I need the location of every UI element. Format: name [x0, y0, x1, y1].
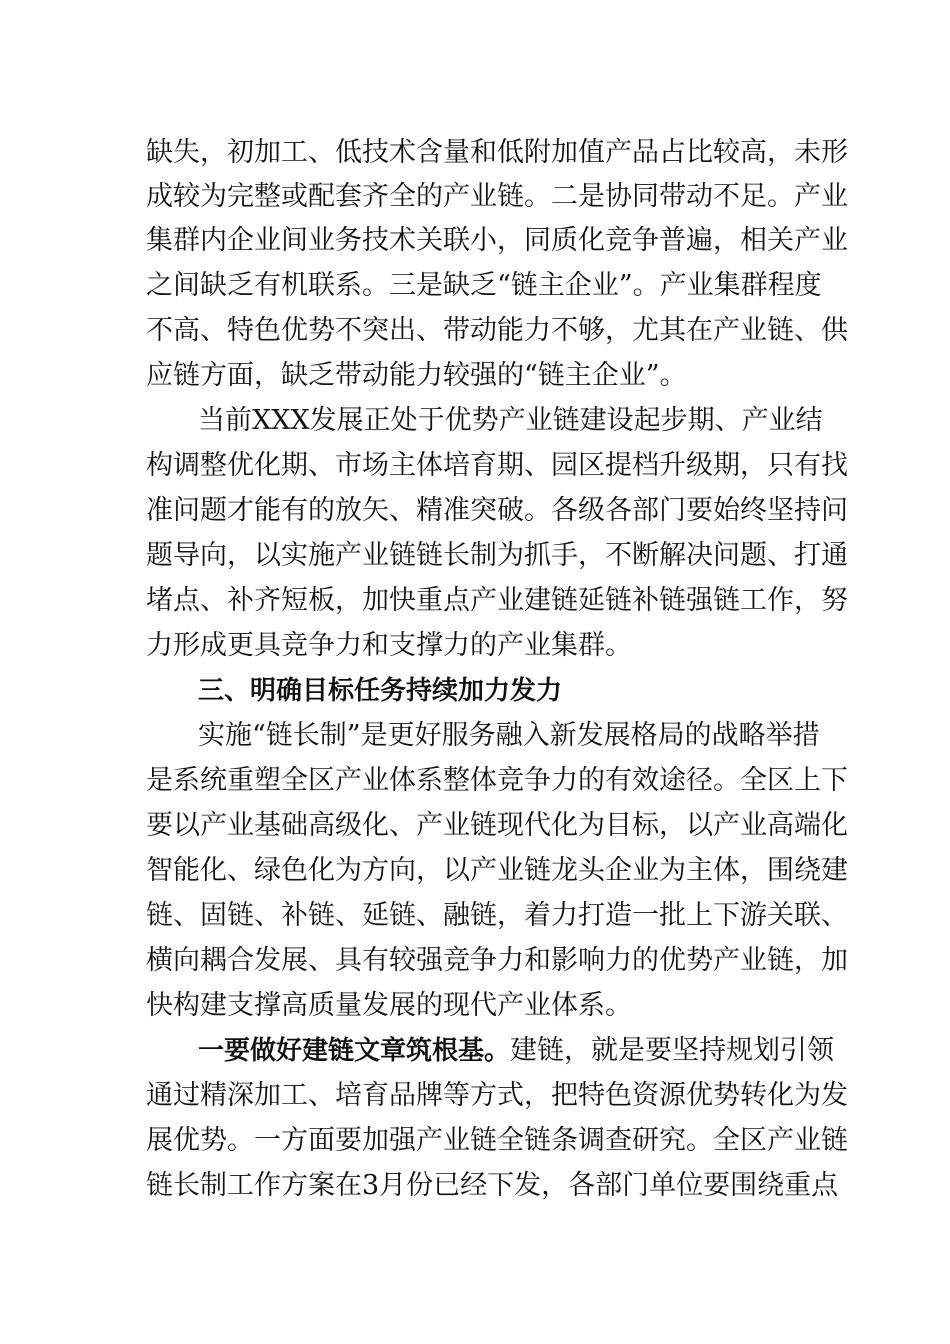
text-line: 力形成更具竞争力和支撑力的产业集群。	[146, 630, 632, 661]
text-line: 智能化、绿色化为方向，以产业链龙头企业为主体，围绕建	[146, 855, 848, 886]
text-line: 应链方面，缺乏带动能力较强的“链主企业”。	[146, 360, 687, 391]
text-line: 横向耦合发展、具有较强竞争力和影响力的优势产业链，加	[146, 945, 848, 976]
text-line: 通过精深加工、培育品牌等方式，把特色资源优势转化为发	[146, 1080, 848, 1111]
text-line: 题导向，以实施产业链链长制为抓手，不断解决问题、打通	[146, 540, 848, 571]
text-line: 之间缺乏有机联系。三是缺乏“链主企业”。产业集群程度	[146, 270, 822, 301]
text-line: 构调整优化期、市场主体培育期、园区提档升级期，只有找	[146, 450, 848, 481]
text-line: 是系统重塑全区产业体系整体竞争力的有效途径。全区上下	[146, 765, 848, 796]
text-line: 要以产业基础高级化、产业链现代化为目标，以产业高端化	[146, 810, 848, 841]
text-line: 当前XXX发展正处于优势产业链建设起步期、产业结	[198, 405, 823, 436]
text-line: 堵点、补齐短板，加快重点产业建链延链补链强链工作，努	[146, 585, 848, 616]
text-line: 链、固链、补链、延链、融链，着力打造一批上下游关联、	[146, 900, 848, 931]
text-line: 实施“链长制”是更好服务融入新发展格局的战略举措	[198, 720, 820, 751]
text-line: 缺失，初加工、低技术含量和低附加值产品占比较高，未形	[146, 137, 848, 168]
section-heading: 三、明确目标任务持续加力发力	[198, 676, 563, 706]
text-line-rest: 建链，就是要坚持规划引领	[510, 1035, 835, 1066]
text-line: 快构建支撑高质量发展的现代产业体系。	[146, 990, 632, 1021]
text-line: 准问题才能有的放矢、精准突破。各级各部门要始终坚持问	[146, 495, 848, 526]
text-line: 链长制工作方案在3月份已经下发，各部门单位要围绕重点	[146, 1170, 839, 1201]
text-line: 集群内企业间业务技术关联小，同质化竞争普遍，相关产业	[146, 225, 848, 256]
bold-lead-text: 一要做好建链文章筑根基。	[198, 1036, 511, 1066]
text-line: 成较为完整或配套齐全的产业链。二是协同带动不足。产业	[146, 181, 848, 212]
text-line	[198, 1029, 835, 1073]
text-line: 展优势。一方面要加强产业链全链条调查研究。全区产业链	[146, 1125, 848, 1156]
text-line: 不高、特色优势不突出、带动能力不够，尤其在产业链、供	[146, 315, 848, 346]
